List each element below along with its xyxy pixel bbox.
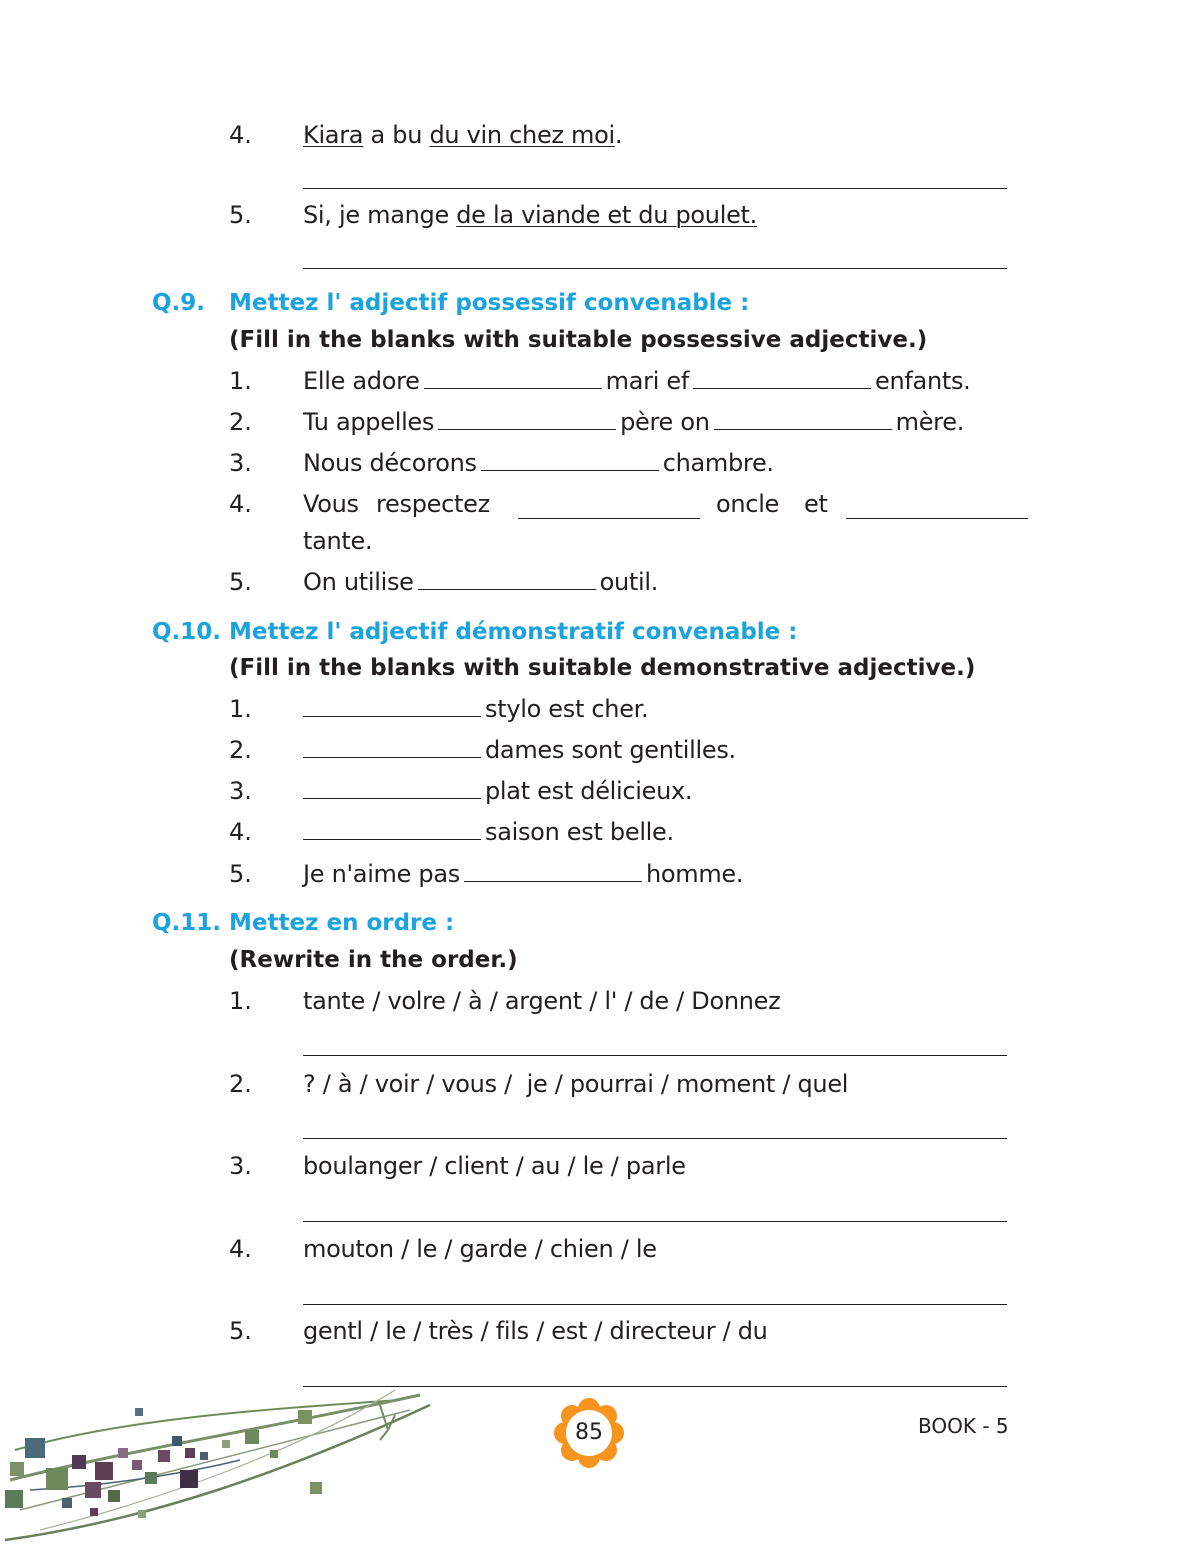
exercise-line [303,694,648,724]
sentence-text: plat est délicieux. [485,777,693,805]
item-number: 4. [229,1235,252,1263]
answer-line[interactable] [303,1221,1007,1222]
exercise-line [303,735,736,765]
sentence-text: Vous [303,490,359,518]
item-number: 3. [229,777,252,805]
sentence [303,120,622,150]
sentence-text: dames sont gentilles. [485,736,736,764]
question-title: Mettez en ordre : [229,910,455,936]
item-number: 1. [229,987,252,1015]
decorative-swirl-graphic [0,1390,440,1563]
blank-input[interactable] [438,407,616,430]
sentence-text: stylo est cher. [485,695,649,723]
scrambled-words: gentl / le / très / fils / est / directeur / du [303,1317,768,1345]
item-number: 5. [229,568,252,596]
scrambled-words: tante / volre / à / argent / l' / de / Donnez [303,987,781,1015]
blank-input[interactable] [693,366,871,389]
answer-line[interactable] [303,1304,1007,1305]
question-subtitle: (Fill in the blanks with suitable demonstrative adjective.) [229,655,976,681]
sentence-text: chambre. [662,449,774,477]
item-number: 1. [229,367,252,395]
answer-line[interactable] [303,268,1007,269]
item-number: 4. [229,490,252,518]
sentence-text: oncle [716,490,780,518]
item-number: 2. [229,408,252,436]
scrambled-words: boulanger / client / au / le / parle [303,1152,686,1180]
sentence-text: Si, je mange [303,201,457,229]
item-number: 4. [229,121,252,149]
sentence-text: Nous décorons [303,449,477,477]
sentence-text: enfants. [875,367,971,395]
item-number: 5. [229,860,252,888]
sentence-text: mari ef [605,367,690,395]
exercise-line [303,859,743,889]
question-title: Mettez l' adjectif possessif convenable : [229,290,750,316]
exercise-line [303,448,774,478]
question-label: Q.10. [152,619,222,645]
blank-input[interactable] [303,817,481,840]
book-label: BOOK - 5 [918,1414,1009,1438]
sentence-text: mère. [895,408,965,436]
question-subtitle: (Rewrite in the order.) [229,947,518,973]
question-title: Mettez l' adjectif démonstratif convenable : [229,619,798,645]
sentence-text: et [804,490,828,518]
item-number: 3. [229,449,252,477]
blank-input[interactable] [303,694,481,717]
blank-input[interactable] [464,859,642,882]
blank-input[interactable] [481,448,659,471]
question-label: Q.11. [152,910,222,936]
scrambled-words: mouton / le / garde / chien / le [303,1235,657,1263]
blank-input[interactable] [846,496,1028,519]
scrambled-words: ? / à / voir / vous / je / pourrai / moment / quel [303,1070,849,1098]
question-subtitle: (Fill in the blanks with suitable possessive adjective.) [229,327,928,353]
item-number: 1. [229,695,252,723]
item-number: 2. [229,1070,252,1098]
exercise-line [303,366,971,396]
sentence-text: Tu appelles [303,408,435,436]
page-number-badge [553,1397,625,1469]
item-number: 4. [229,818,252,846]
blank-input[interactable] [418,567,596,590]
question-label: Q.9. [152,290,206,316]
blank-input[interactable] [424,366,602,389]
page-number: 85 [575,1420,603,1445]
exercise-line [303,567,658,597]
answer-line[interactable] [303,1055,1007,1056]
blank-input[interactable] [714,407,892,430]
item-number: 3. [229,1152,252,1180]
item-number: 5. [229,1317,252,1345]
sentence-text: . [614,121,623,149]
item-number: 5. [229,201,252,229]
sentence-text: On utilise [303,568,414,596]
sentence-text: père on [620,408,710,436]
sentence-text: Elle adore [303,367,420,395]
underlined-subject: Kiara [303,121,364,149]
sentence [303,200,757,230]
sentence-text: homme. [645,860,744,888]
blank-input[interactable] [518,496,700,519]
sentence-text: outil. [599,568,659,596]
answer-line[interactable] [303,188,1007,189]
underlined-phrase: de la viande et du poulet. [456,201,757,229]
answer-line[interactable] [303,1386,1007,1387]
answer-line[interactable] [303,1138,1007,1139]
exercise-line [303,817,674,847]
blank-input[interactable] [303,776,481,799]
blank-input[interactable] [303,735,481,758]
sentence-text: tante. [303,527,373,555]
exercise-line [303,407,964,437]
sentence-text: saison est belle. [485,818,674,846]
item-number: 2. [229,736,252,764]
underlined-phrase: du vin chez moi [429,121,615,149]
sentence-text: respectez [376,490,490,518]
sentence-text: a bu [363,121,430,149]
sentence-text: Je n'aime pas [303,860,460,888]
exercise-line [303,776,692,806]
